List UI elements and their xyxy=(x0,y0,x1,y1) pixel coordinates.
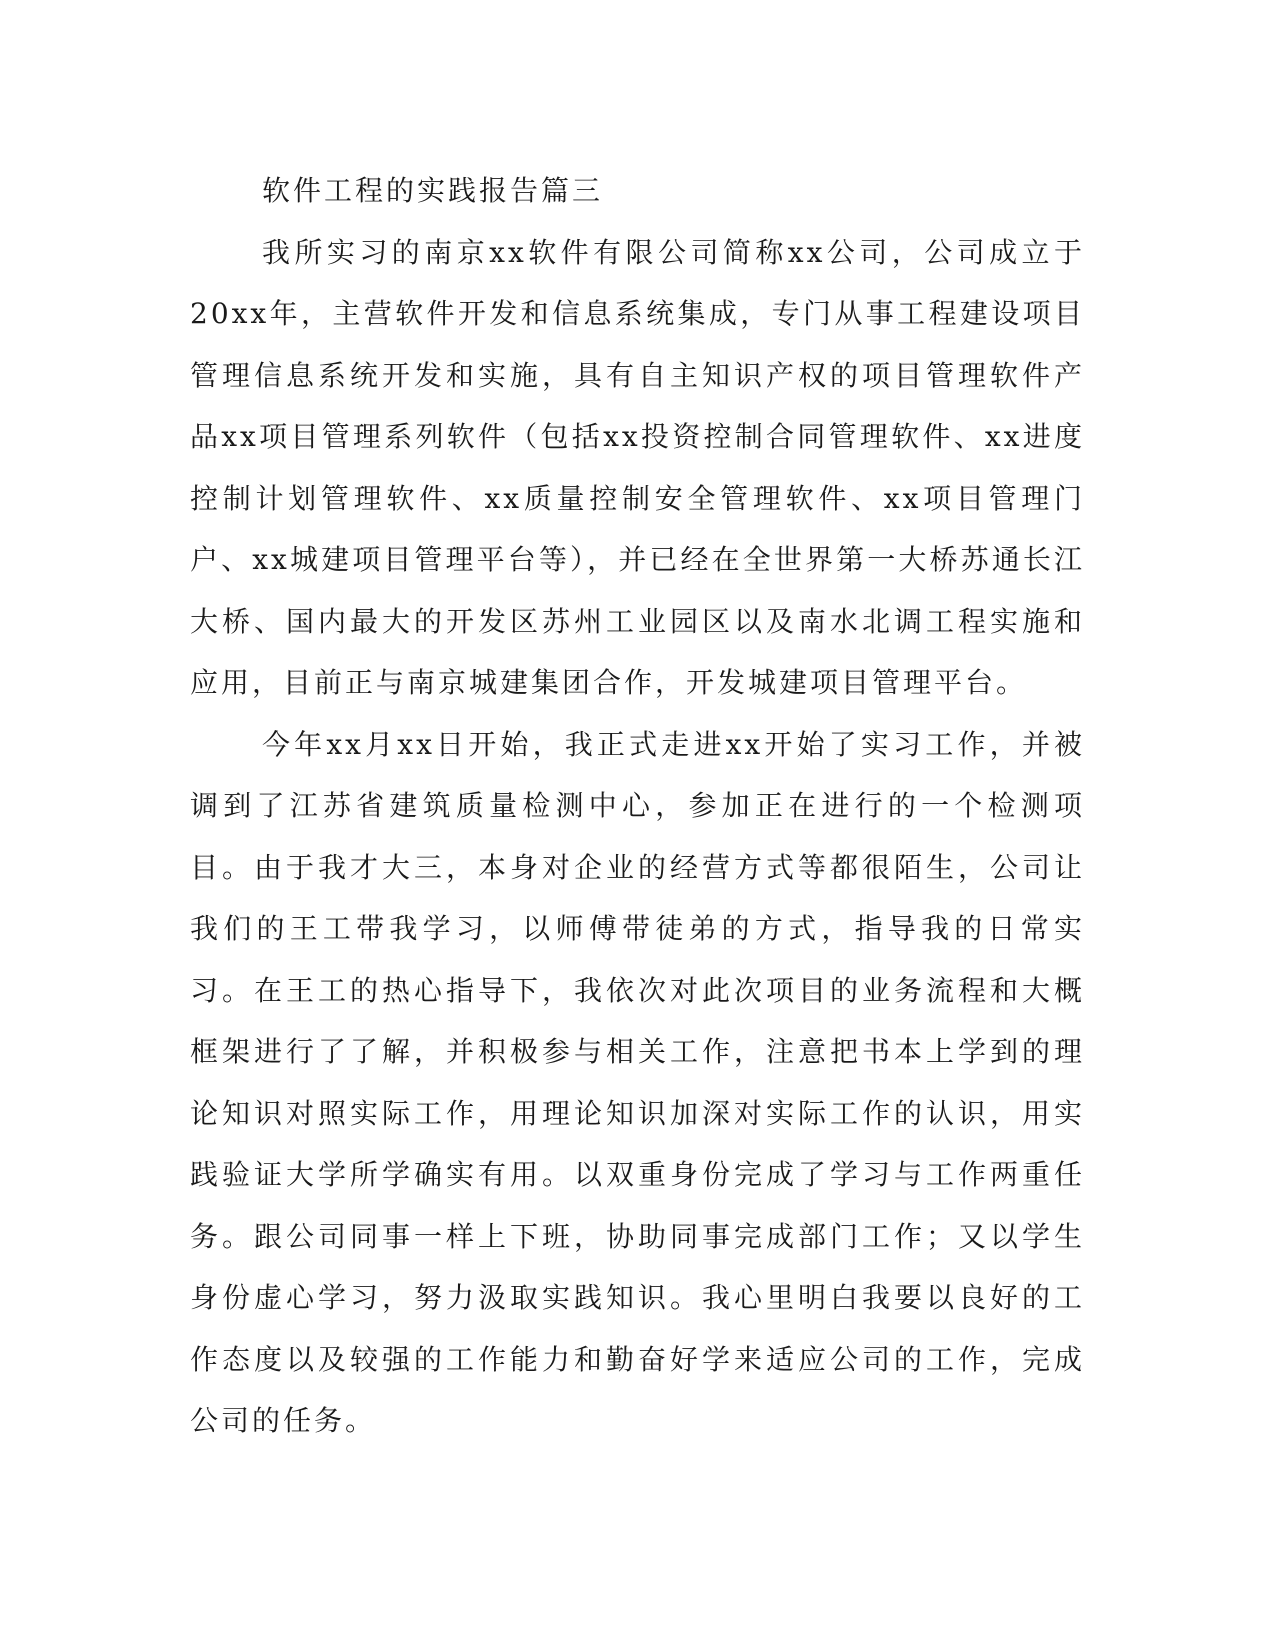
document-heading: 软件工程的实践报告篇三 xyxy=(262,174,604,207)
paragraph-company-intro: 我所实习的南京xx软件有限公司简称xx公司，公司成立于20xx年，主营软件开发和信息系统集成，专门从事工程建设项目管理信息系统开发和实施，具有自主知识产权的项目管理软件产品xx项目管理系列软件（包括xx投资控制合同管理软件、xx进度控制计划管理软件、xx质量控制安全管理软件、xx项目管理门户、xx城建项目管理平台等），并已经在全世界第一大桥苏通长江大桥、国内最大的开发区苏州工业园区以及南水北调工程实施和应用，目前正与南京城建集团合作，开发城建项目管理平台。 xyxy=(190,235,1085,699)
document-body xyxy=(190,160,1085,1452)
paragraph-internship: 今年xx月xx日开始，我正式走进xx开始了实习工作，并被调到了江苏省建筑质量检测中心，参加正在进行的一个检测项目。由于我才大三，本身对企业的经营方式等都很陌生，公司让我们的王工带我学习，以师傅带徒弟的方式，指导我的日常实习。在王工的热心指导下，我依次对此次项目的业务流程和大概框架进行了了解，并积极参与相关工作，注意把书本上学到的理论知识对照实际工作，用理论知识加深对实际工作的认识，用实践验证大学所学确实有用。以双重身份完成了学习与工作两重任务。跟公司同事一样上下班，协助同事完成部门工作；又以学生身份虚心学习，努力汲取实践知识。我心里明白我要以良好的工作态度以及较强的工作能力和勤奋好学来适应公司的工作，完成公司的任务。 xyxy=(190,727,1085,1437)
